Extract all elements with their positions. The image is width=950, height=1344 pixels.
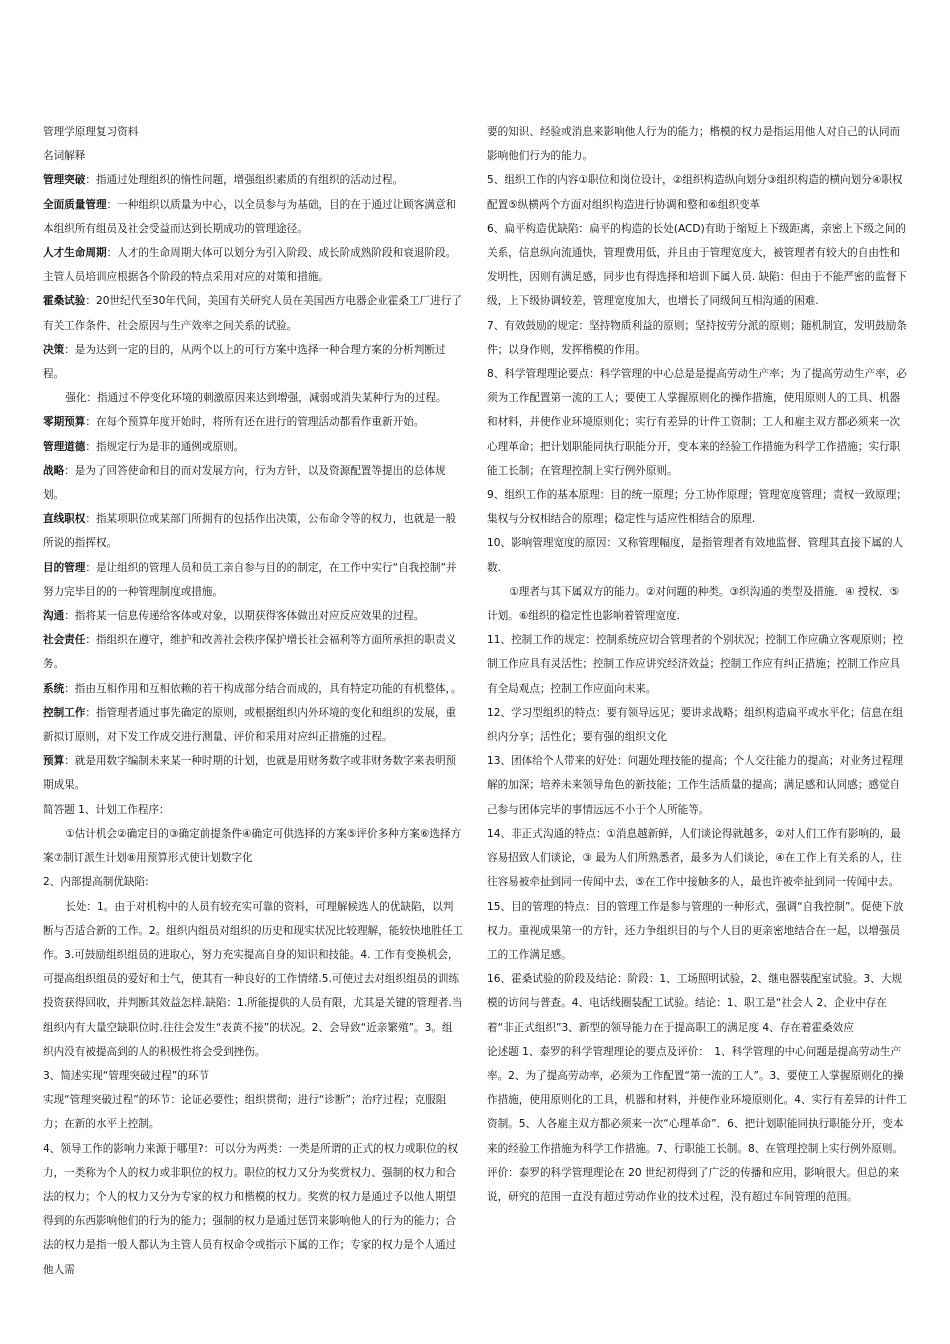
left-column	[43, 120, 463, 1282]
definition	[43, 604, 463, 628]
definition	[43, 459, 463, 507]
definition	[43, 289, 463, 337]
term: 霍桑试验	[43, 295, 86, 308]
question-body: 长处：1。由于对机构中的人员有较充实可靠的资料，可理解候选人的优缺陷，以判断与否适合新的工作。2。组织内组员对组织的历史和现实状况比较理解，能较快地胜任工作。3.可鼓励组织组员的进取心，努力充实提高自身的知识和技能。4. 工作有变换机会，可提高组织组员的爱好和士气，使其有一种良好的工作情绪.5.可使过去对组织组员的训练投资获得回收，并判断其效益怎样.缺陷：1.所能提供的人员有限，尤其是关键的管理者.当组织内有大量空缺职位时.往往会发生“表黄不接”的状况。2、会导致“近亲繁殖”。3。组织内没有被提高到的人的积极性将会受到挫伤。	[43, 900, 463, 1058]
right-column	[487, 120, 907, 1209]
term-definition: ：指通过处理组织的惰性问题，增强组织素质的有组织的活动过程。	[85, 174, 404, 187]
term-definition: ：人才的生命周期大体可以划分为引入阶段、成长阶成熟阶段和衰退阶段。主管人员培训应根据各个阶段的特点采用对应的对策和措施。	[43, 247, 457, 284]
list-item-continuation: ①理者与其下属双方的能力。②对问题的种类。③织沟通的类型及措施．④ 授权．⑤ 计划。⑥组织的稳定性也影响着管理宽度.	[487, 585, 900, 623]
definition	[43, 628, 463, 676]
term: 预算	[43, 755, 65, 768]
term-definition: ：是为了回答使命和目的而对发展方向，行为方针，以及资源配置等提出的总体规划。	[43, 464, 446, 502]
term: 管理突破	[43, 174, 86, 187]
list-item: 12、学习型组织的特点：要有领导远见；要讲求战略；组织构造扁平或水平化；信息在组织内分享；活性化；要有强的组织文化	[487, 706, 904, 744]
term: 沟通	[43, 610, 65, 623]
term: 决策	[43, 343, 65, 356]
list-item: 10、影响管理宽度的原因：又称管理幅度，是指管理者有效地监督、管理其直接下属的人数.	[487, 537, 904, 574]
list-item: 5、组织工作的内容①职位和岗位设计，②组织构造纵向划分③组织构造的横向划分④职权配置⑤纵横两个方面对组织构造进行协调和整和⑥组织变革	[487, 174, 903, 211]
essay-question: 论述题 1、泰罗的科学管理理论的要点及评价： 1、科学管理的中心问题是提高劳动生产率。2、为了提高劳动率，必须为工作配置“第一流的工人”。3、要使工人掌握原则化的操作措施，使用原则化的工具，机器和材料，并使作业环境原则化。4、实行有差异的计件工资制。5、人各雇主双方都必须来一次“心理革命”．6、把计划职能同执行职能分开，变本来的经验工作措施为科学工作措施。7、行职能工长制。8、在管理控制上实行例外原则。评价：泰罗的科学管理理论在 20 世纪初得到了广泛的传播和应用，影响很大。但总的来说，研究的范围一直没有超过劳动作业的技术过程，没有超过车间管理的范围。	[487, 1045, 907, 1203]
list-item: 15、目的管理的特点：目的管理工作是参与管理的一种形式，强调“自我控制”。促使下放权力。重视成果第一的方针，还力争组织目的与个人目的更亲密地结合在一起，以增强员工的工作满足感。	[487, 900, 904, 961]
definition	[43, 193, 463, 241]
question-title: 3、简述实现“管理突破过程”的环节	[43, 1069, 210, 1082]
term: 控制工作	[43, 706, 86, 719]
definition	[43, 749, 463, 797]
question-body: 4、领导工作的影响力来源于哪里?：可以分为两类：一类是所谓的正式的权力或职位的权力，一类称为个人的权力或非职位的权力。职位的权力又分为奖赏权力、强制的权力和合法的权力；个人的权力又分为专家的权力和楷模的权力。奖赏的权力是通过予以他人期望得到的东西影响他们的行为的能力；强制的权力是通过惩罚来影响他人的行为的能力；合法的权力是指一般人都认为主管人员有权命令或指示下属的工作；专家的权力是个人通过他人需	[43, 1142, 458, 1276]
term: 系统	[43, 682, 65, 695]
term-definition: ：指组织在遵守，维护和改善社会秩序保护增长社会福利等方面所承担的职责义务。	[43, 634, 457, 671]
section-heading: 名词解释	[43, 150, 86, 163]
term-definition: ：指将某一信息传递给客体或对象，以期获得客体做出对应反应效果的过程。	[64, 610, 425, 623]
doc-title: 管理学原理复习资料	[43, 126, 139, 138]
question-title: 简答题 1、计划工作程序：	[43, 803, 170, 816]
term-definition: ：20世纪代至30年代间，美国有关研究人员在美国西方电器企业霍桑工厂进行了有关工作条件、社会原因与生产效率之间关系的试验。	[43, 295, 462, 332]
term: 管理道德	[43, 440, 86, 453]
definition	[43, 410, 463, 434]
term-definition: ：在每个预算年度开始时，将所有还在进行的管理活动都看作重新开始。	[85, 416, 425, 429]
term-definition: ：一种组织以质量为中心，以全员参与为基础，目的在于通过让顾客满意和本组织所有组员及社会受益而达到长期成功的管理途径。	[43, 198, 457, 235]
definition	[43, 338, 463, 386]
term-definition: ：指规定行为是非的通例或原则。	[85, 440, 245, 453]
definition	[43, 435, 463, 459]
term: 目的管理	[43, 561, 86, 574]
term: 社会责任	[43, 634, 86, 647]
list-item: 8、科学管理理论要点：科学管理的中心总是是提高劳动生产率；为了提高劳动生产率，必须为工作配置第一流的工人；要使工人掌握原则化的操作措施，使用原则人的工具、机器和材料，并使作业环境原则化；实行有差异的计件工资制；工人和雇主双方都必须来一次心理革命；把计划职能同执行职能分开，变本来的经验工作措施为科学工作措施；实行职能工长制；在管理控制上实行例外原则。	[487, 368, 907, 477]
definition	[43, 241, 463, 289]
term: 直线职权	[43, 513, 86, 526]
definition	[43, 701, 463, 749]
list-item: 13、团体给个人带来的好处：问题处理技能的提高；个人交往能力的提高；对业务过程理解的加深；培养未来领导角色的新技能；工作生活质量的提高；满足感和认同感；感觉自己参与团体完毕的事情远远不小于个人所能等。	[487, 755, 904, 816]
term: 战略	[43, 464, 65, 477]
term: 人才生命周期	[43, 247, 107, 260]
list-item: 6、扁平构造优缺陷：扁平的构造的长处(ACD)有助于缩短上下级距离，亲密上下级之间的关系，信息纵向流通快，管理费用低，并且由于管理宽度大，被管理者有较大的自由性和发明性，因则有满足感，同步也有得选择和培训下属人员. 缺陷：但由于不能严密的监督下级，上下级协调较差，管理宽度加大，也增长了同级间互相沟通的困难.	[487, 222, 907, 308]
term-definition: ：指由互相作用和互相依赖的若干构成部分结合而成的，具有特定功能的有机整体，。	[64, 682, 462, 695]
list-item: 7、有效鼓励的规定：坚持物质利益的原则；坚持按劳分派的原则；随机制宜，发明鼓励条件；以身作则，发挥楷模的作用。	[487, 319, 907, 356]
term-definition: ：是为达到一定的目的，从两个以上的可行方案中选择一种合理方案的分析判断过程。	[43, 343, 446, 381]
definition	[43, 507, 463, 555]
list-item: 14、非正式沟通的特点：①消息越新鲜，人们谈论得就越多，②对人们工作有影响的，最容易招致人们谈论，③ 最为人们所熟悉者，最多为人们谈论，④在工作上有关系的人，往往容易被牵扯到同一传闻中去，⑤在工作中接触多的人，最也许被牵扯到同一传闻中去。	[487, 827, 902, 889]
list-item: 11、控制工作的规定：控制系统应切合管理者的个别状况；控制工作应确立客观原则；控制工作应具有灵活性；控制工作应讲究经济效益；控制工作应有纠正措施；控制工作应具有全局观点；控制工作应面向未来。	[487, 634, 904, 695]
term: 零期预算	[43, 416, 86, 429]
term-definition: ：指某项职位或某部门所拥有的包括作出决策，公布命令等的权力，也就是一般所说的指挥权。	[43, 513, 457, 550]
definition-strengthen: 强化：指通过不停变化环境的刺激原因来达到增强，减弱或消失某种行为的过程。	[65, 392, 447, 405]
question-title: 2、内部提高制优缺陷:	[43, 876, 149, 889]
continued-text: 要的知识、经验或消息来影响他人行为的能力；楷模的权力是指运用他人对自己的认同而影响他们行为的能力。	[487, 126, 901, 163]
list-item: 16、霍桑试验的阶段及结论：阶段：1、工场照明试验，2、继电器装配室试验。3、大规模的访问与普查。4、电话线圈装配工试验。结论：1、职工是“社会人 2、企业中存在着“非正式组织”3、新型的领导能力在于提高职工的满足度 4、存在着霍桑效应	[487, 973, 903, 1034]
list-item: 9、组织工作的基本原理：目的统一原理；分工协作原理；管理宽度管理；责权一致原理；集权与分权相结合的原理；稳定性与适应性相结合的原理.	[487, 489, 907, 526]
term: 全面质量管理	[43, 198, 107, 211]
question-body: ①估计机会②确定目的③确定前提条件④确定可供选择的方案⑤评价多种方案⑥选择方案⑦制订派生计划⑧用预算形式使计划数字化	[43, 827, 462, 865]
term-definition: ：是让组织的管理人员和员工亲自参与目的的制定，在工作中实行“自我控制”并努力完毕目的的一种管理制度或措施。	[43, 561, 457, 598]
definition	[43, 556, 463, 604]
term-definition: ：指管理者通过事先确定的原则，或根据组织内外环境的变化和组织的发展，重新拟订原则，对下发工作成交进行测量、评价和采用对应纠正措施的过程。	[43, 706, 457, 744]
term-definition: ：就是用数字编制未来某一种时期的计划，也就是用财务数字或非财务数字来表明预期成果。	[43, 755, 457, 792]
question-body: 实现“管理突破过程”的环节：论证必要性；组织贯彻；进行“诊断”；治疗过程；克服阻力；在新的水平上控制。	[43, 1094, 447, 1131]
definition	[43, 677, 463, 701]
definition	[43, 168, 463, 192]
